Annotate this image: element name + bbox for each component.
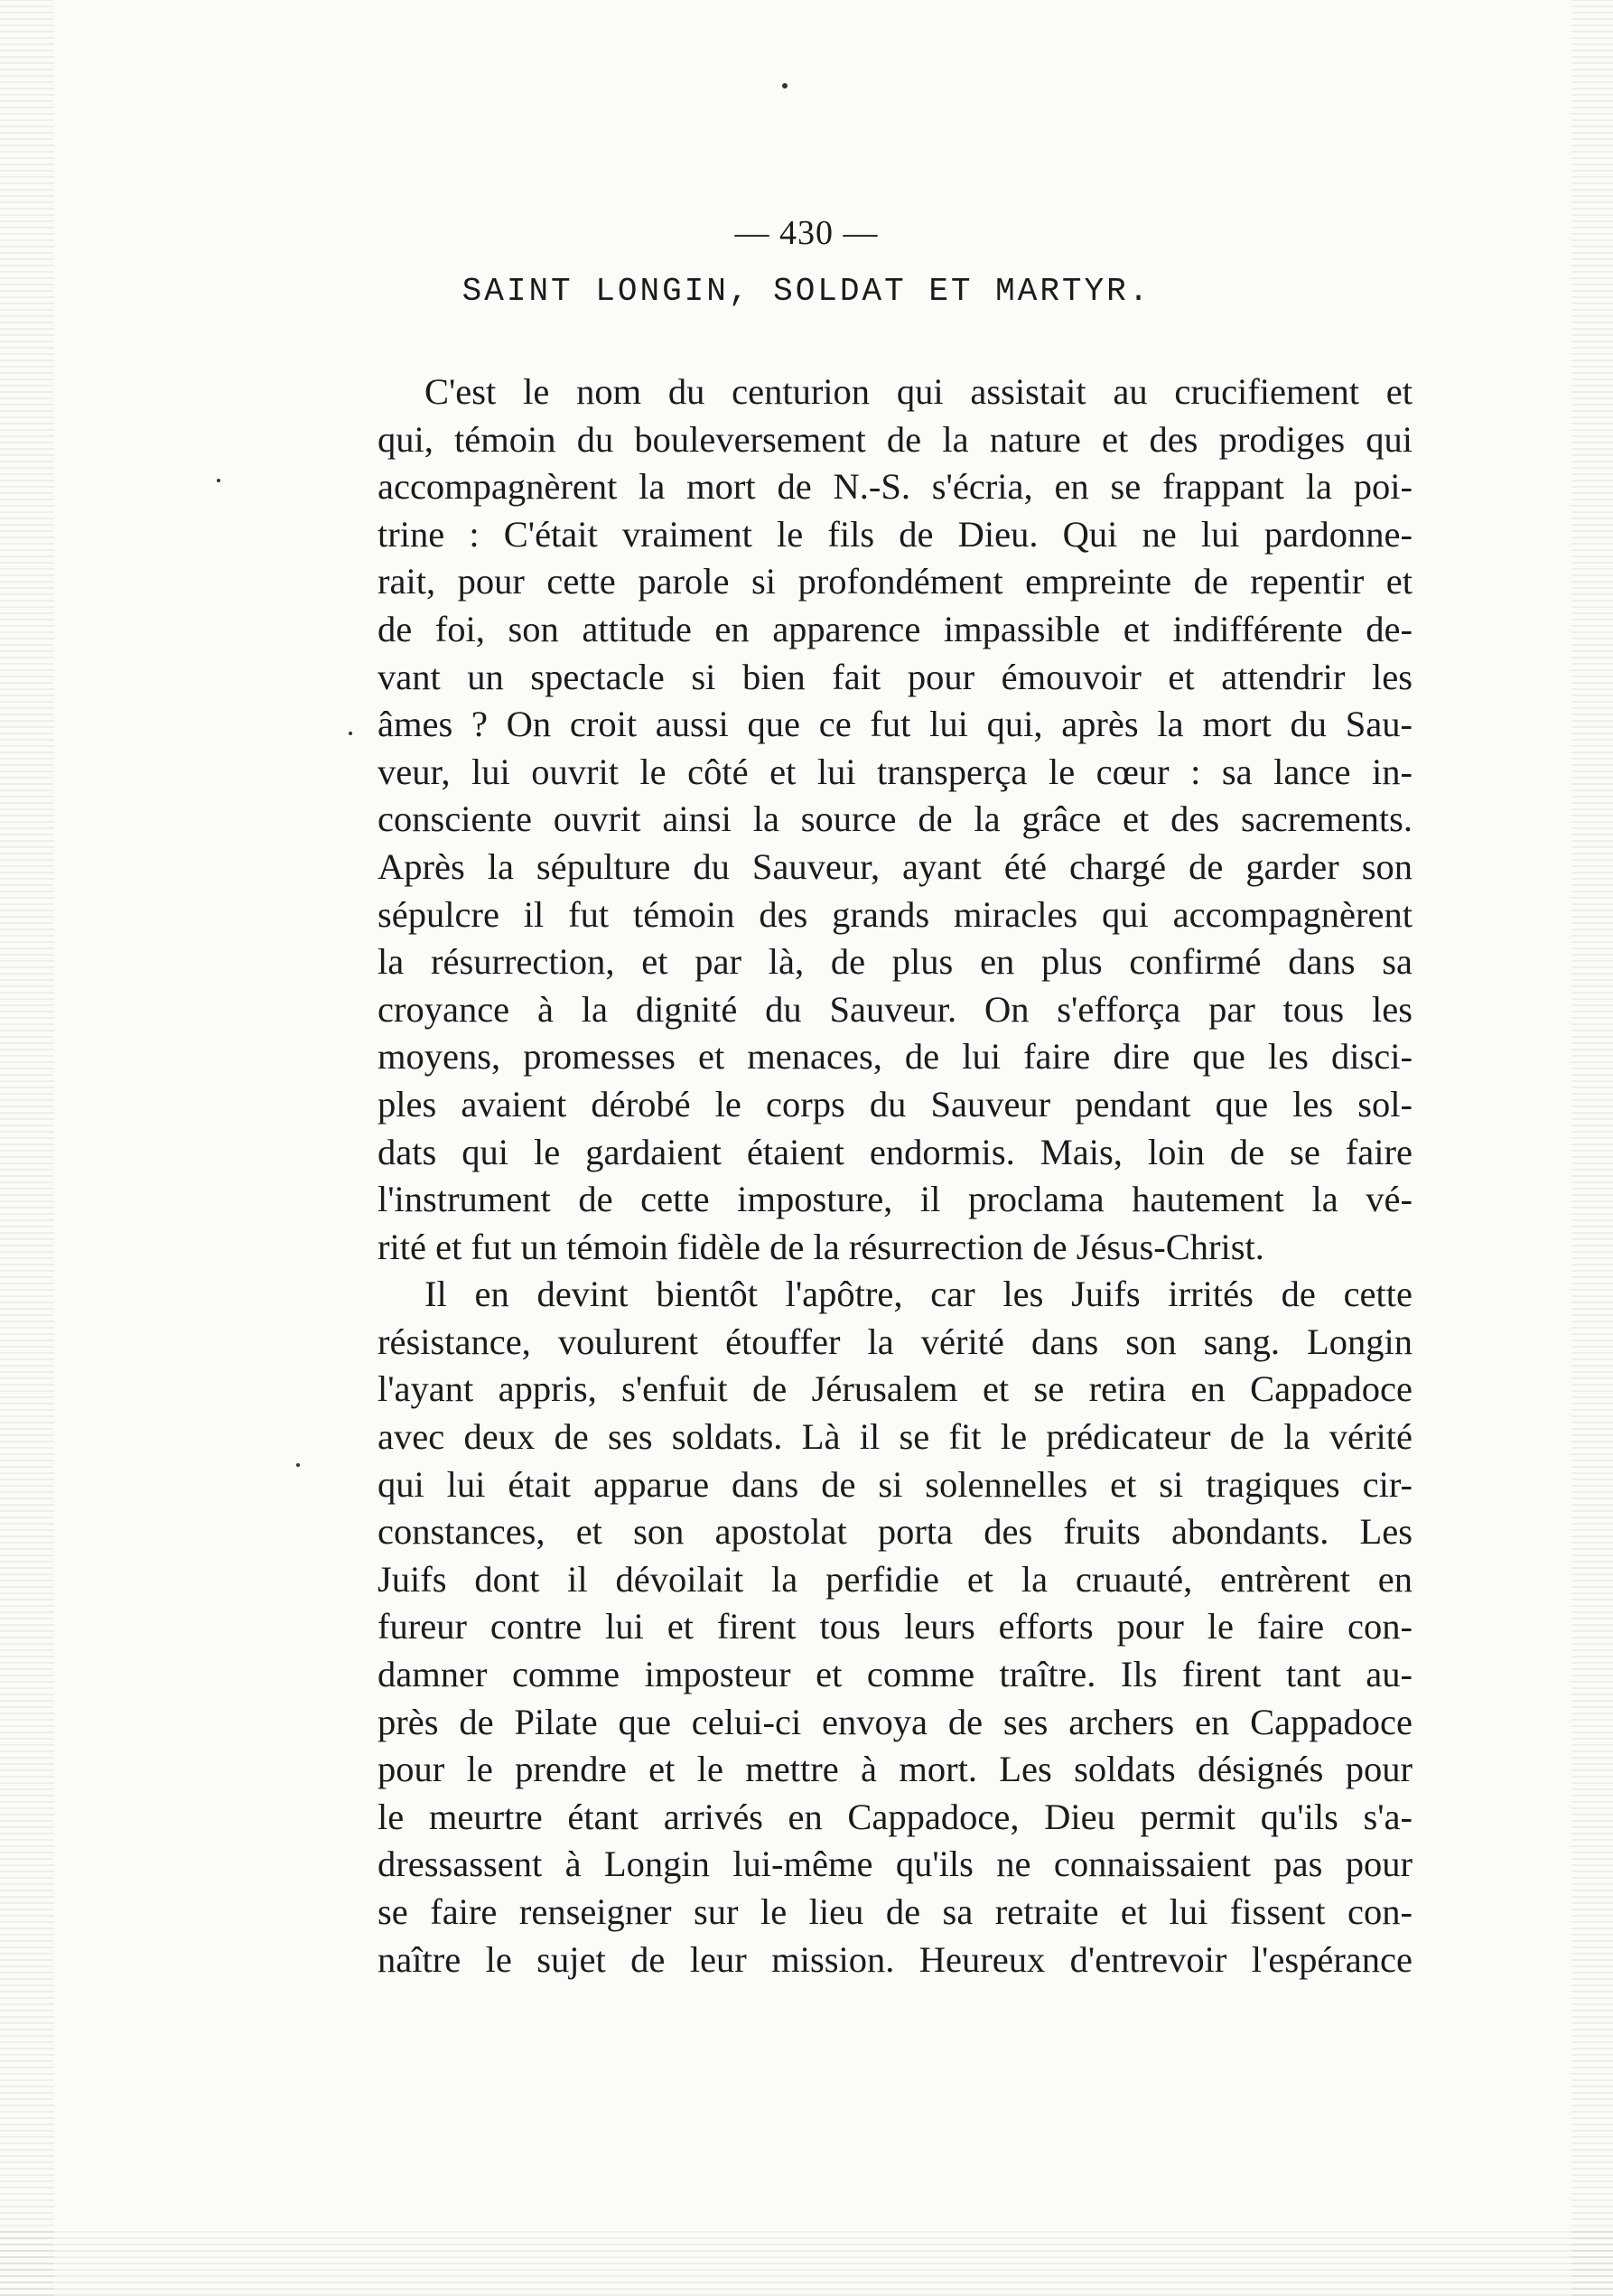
text-line: sépulcre il fut témoin des grands miracles qui accompagnèrent <box>378 893 1413 935</box>
text-line: avec deux de ses soldats. Là il se fit le prédicateur de la vérité <box>378 1416 1413 1458</box>
ink-speck <box>217 479 220 482</box>
text-line: l'instrument de cette imposture, il proclama hautement la vé- <box>378 1179 1413 1220</box>
text-line: constances, et son apostolat porta des fruits abondants. Les <box>378 1511 1413 1553</box>
chapter-title: SAINT LONGIN, SOLDAT ET MARTYR. <box>462 273 1151 310</box>
scan-grain-left <box>0 0 54 2296</box>
text-line: se faire renseigner sur le lieu de sa retraite et lui fissent con- <box>378 1891 1413 1932</box>
text-line: rité et fut un témoin fidèle de la résurrection de Jésus-Christ. <box>378 1226 1264 1267</box>
text-line: vant un spectacle si bien fait pour émouvoir et attendrir les <box>378 656 1413 697</box>
text-line: près de Pilate que celui-ci envoya de ses archers en Cappadoce <box>378 1701 1413 1742</box>
scan-grain-bottom <box>0 2231 1613 2296</box>
text-line: Après la sépulture du Sauveur, ayant été chargé de garder son <box>378 845 1413 887</box>
text-line: dressassent à Longin lui-même qu'ils ne connaissaient pas pour <box>378 1843 1413 1885</box>
text-line: consciente ouvrit ainsi la source de la grâce et des sacrements. <box>378 798 1413 840</box>
text-line: âmes ? On croit aussi que ce fut lui qui, après la mort du Sau- <box>378 704 1413 745</box>
text-line: veur, lui ouvrit le côté et lui transperça le cœur : sa lance in- <box>378 751 1413 792</box>
body-text <box>378 369 1413 1983</box>
text-line: de foi, son attitude en apparence impassible et indifférente de- <box>378 608 1413 649</box>
ink-speck <box>296 1463 300 1467</box>
text-line: naître le sujet de leur mission. Heureux d'entrevoir l'espérance <box>378 1938 1413 1980</box>
text-line: ples avaient dérobé le corps du Sauveur pendant que les sol- <box>378 1083 1413 1125</box>
text-line: C'est le nom du centurion qui assistait au crucifiement et <box>424 371 1413 412</box>
text-line: résistance, voulurent étouffer la vérité dans son sang. Longin <box>378 1321 1413 1362</box>
scan-grain-right <box>1571 0 1613 2296</box>
text-line: rait, pour cette parole si profondément empreinte de repentir et <box>378 561 1413 602</box>
text-line: qui, témoin du bouleversement de la nature et des prodiges qui <box>378 418 1413 460</box>
text-line: Il en devint bientôt l'apôtre, car les Juifs irrités de cette <box>424 1274 1413 1315</box>
page-number: — 430 — <box>734 214 879 252</box>
ink-speck <box>349 732 352 735</box>
text-line: moyens, promesses et menaces, de lui faire dire que les disci- <box>378 1036 1413 1078</box>
text-line: la résurrection, et par là, de plus en plus confirmé dans sa <box>378 941 1413 983</box>
text-line: le meurtre étant arrivés en Cappadoce, Dieu permit qu'ils s'a- <box>378 1796 1413 1837</box>
text-line: Juifs dont il dévoilait la perfidie et la cruauté, entrèrent en <box>378 1558 1413 1600</box>
text-line: damner comme imposteur et comme traître. Ils firent tant au- <box>378 1654 1413 1695</box>
text-line: trine : C'était vraiment le fils de Dieu. Qui ne lui pardonne- <box>378 513 1413 555</box>
text-line: croyance à la dignité du Sauveur. On s'efforça par tous les <box>378 988 1413 1030</box>
text-line: fureur contre lui et firent tous leurs efforts pour le faire con- <box>378 1606 1413 1647</box>
text-line: qui lui était apparue dans de si solennelles et si tragiques cir- <box>378 1463 1413 1505</box>
text-line: l'ayant appris, s'enfuit de Jérusalem et se retira en Cappadoce <box>378 1368 1413 1410</box>
text-line: pour le prendre et le mettre à mort. Les soldats désignés pour <box>378 1749 1413 1790</box>
text-line: dats qui le gardaient étaient endormis. Mais, loin de se faire <box>378 1131 1413 1172</box>
ink-speck <box>782 83 788 89</box>
text-line: accompagnèrent la mort de N.-S. s'écria, en se frappant la poi- <box>378 466 1413 508</box>
